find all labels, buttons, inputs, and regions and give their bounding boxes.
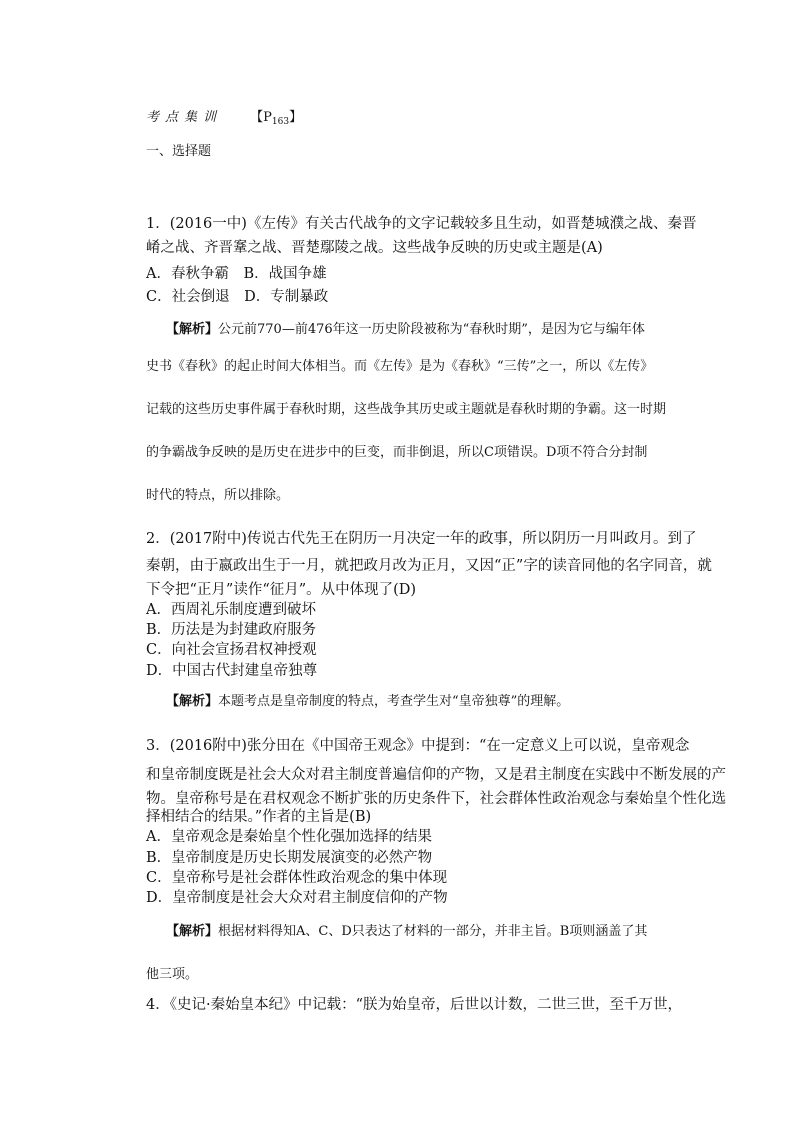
analysis-label: 【解析】 xyxy=(166,924,219,939)
question-3-line-2: 和皇帝制度既是社会大众对君主制度普遍信仰的产物，又是君主制度在实践中不断发展的产 xyxy=(146,767,726,783)
question-3-analysis-line-1: 【解析】根据材料得知A、C、D只表达了材料的一部分，并非主旨。B项则涵盖了其 xyxy=(166,924,648,939)
question-1-line-1: 1．(2016一中)《左传》有关古代战争的文字记载较多且生动，如晋楚城濮之战、秦晋 xyxy=(146,216,697,232)
page-reference: 【$P_{163}$】 xyxy=(250,110,303,127)
question-3-option-d: D．皇帝制度是社会大众对君主制度信仰的产物 xyxy=(146,890,448,906)
question-1-options-ab: A．春秋争霸 B．战国争雄 xyxy=(146,266,327,282)
question-1-options-cd: C．社会倒退 D．专制暴政 xyxy=(146,289,329,305)
section-title: 考点集训 xyxy=(146,110,223,125)
section-heading xyxy=(146,106,302,127)
question-3-option-a: A．皇帝观念是秦始皇个性化强加选择的结果 xyxy=(146,829,432,845)
question-2-analysis: 【解析】本题考点是皇帝制度的特点，考查学生对“皇帝独尊”的理解。 xyxy=(166,694,570,709)
question-3-option-b: B．皇帝制度是历史长期发展演变的必然产物 xyxy=(146,850,433,866)
question-2-option-a: A．西周礼乐制度遭到破坏 xyxy=(146,602,316,618)
analysis-label: 【解析】 xyxy=(166,322,219,337)
question-3-line-4: 择相结合的结果。”作者的主旨是(B) xyxy=(146,809,372,825)
question-2-line-3: 下令把“正月”读作“征月”。从中体现了(D) xyxy=(146,582,417,598)
question-2-option-d: D．中国古代封建皇帝独尊 xyxy=(146,663,318,679)
question-2-line-1: 2．(2017附中)传说古代先王在阴历一月决定一年的政事，所以阴历一月叫政月。到了 xyxy=(146,531,697,547)
question-3-option-c: C．皇帝称号是社会群体性政治观念的集中体现 xyxy=(146,870,448,886)
question-1-analysis-line-3: 记载的这些历史事件属于春秋时期，这些战争其历史或主题就是春秋时期的争霸。这一时期 xyxy=(146,402,667,417)
question-1-line-2: 崤之战、齐晋鞌之战、晋楚鄢陵之战。这些战争反映的历史或主题是(A) xyxy=(146,240,603,256)
question-3-line-1: 3．(2016附中)张分田在《中国帝王观念》中提到：“在一定意义上可以说，皇帝观念 xyxy=(146,738,690,754)
question-2-option-c: C．向社会宣扬君权神授观 xyxy=(146,642,317,658)
question-1-analysis-line-4: 的争霸战争反映的是历史在进步中的巨变，而非倒退，所以C项错误。D项不符合分封制 xyxy=(146,445,648,460)
question-2-line-2: 秦朝，由于嬴政出生于一月，就把政月改为正月，又因“正”字的读音同他的名字同音，就 xyxy=(146,558,712,574)
part-title: 一、选择题 xyxy=(146,144,212,159)
question-1-analysis-line-1: 【解析】公元前770—前476年这一历史阶段被称为“春秋时期”，是因为它与编年体 xyxy=(166,322,645,337)
question-1-analysis-line-2: 史书《春秋》的起止时间大体相当。而《左传》是为《春秋》“三传”之一，所以《左传》 xyxy=(146,359,654,374)
question-2-option-b: B．历法是为封建政府服务 xyxy=(146,622,317,638)
question-3-analysis-line-2: 他三项。 xyxy=(146,967,199,982)
analysis-label: 【解析】 xyxy=(166,694,219,709)
question-1-analysis-line-5: 时代的特点，所以排除。 xyxy=(146,488,290,503)
question-3-line-3: 物。皇帝称号是在君权观念不断扩张的历史条件下，社会群体性政治观念与秦始皇个性化选 xyxy=(146,791,726,807)
question-4-line-1: 4．《史记·秦始皇本纪》中记载：“朕为始皇帝，后世以计数，二世三世，至千万世， xyxy=(146,997,682,1013)
